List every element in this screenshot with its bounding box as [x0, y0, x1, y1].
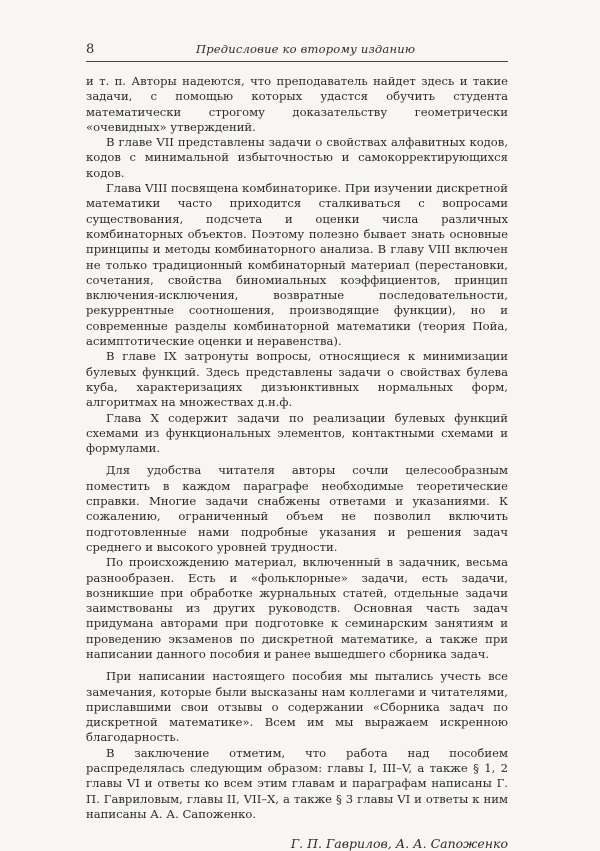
running-title: Предисловие ко второму изданию — [196, 42, 416, 56]
authors-signature: Г. П. Гаврилов, А. А. Сапоженко — [290, 836, 508, 851]
paragraph: В заключение отметим, что работа над пособием распределялась следующим образом: главы I, III–V, а также § 1, 2 главы VI и ответы ко всем этим главам и параграфам написаны Г. П. Гавриловым, главы II, VII–X, а также § 3 главы VI и ответы к ним написаны А. А. Сапоженко. — [86, 745, 508, 821]
paragraph: В главе IX затронуты вопросы, относящиеся к минимизации булевых функций. Здесь представлены задачи о свойствах булева куба, характеризациях дизъюнктивных нормальных форм, алгоритмах на множествах д.н.ф. — [86, 349, 508, 410]
paragraph: По происхождению материал, включенный в задачник, весьма разнообразен. Есть и «фольклорные» задачи, есть задачи, возникшие при обработке журнальных статей, отдельные задачи заимствованы из других руководств. Основная часть задач придумана авторами при подготовке к семинарским занятиям и проведению экзаменов по дискретной математике, а также при написании данного пособия и ранее вышедшего сборника задач. — [86, 555, 508, 661]
page-number: 8 — [86, 42, 95, 57]
page-body — [86, 74, 508, 822]
paragraph: В главе VII представлены задачи о свойствах алфавитных кодов, кодов с минимальной избыточностью и самокорректирующихся кодов. — [86, 135, 508, 180]
page-header — [86, 42, 508, 62]
paragraph: Глава X содержит задачи по реализации булевых функций схемами из функциональных элементов, контактными схемами и формулами. — [86, 410, 508, 456]
paragraph: и т. п. Авторы надеются, что преподаватель найдет здесь и такие задачи, с помощью которых удастся обучить студента математически строгому доказательству геометрически «очевидных» утверждений. — [86, 74, 508, 134]
paragraph: Глава VIII посвящена комбинаторике. При изучении дискретной математики часто приходится сталкиваться с вопросами существования, подсчета и оценки числа различных комбинаторных объектов. Поэтому полезно бывает знать основные принципы и методы комбинаторного анализа. В главу VIII включен не только традиционный комбинаторный материал (перестановки, сочетания, свойства биномиальных коэффициентов, принцип включения-исключения, возвратные последовательности, рекуррентные соотношения, производящие функции), но и современные разделы комбинаторной математики (теория Пойа, асимптотические оценки и неравенства). — [86, 181, 508, 349]
paragraph: Для удобства читателя авторы сочли целесообразным поместить в каждом параграфе необходимые теоретические справки. Многие задачи снабжены ответами и указаниями. К сожалению, ограниченный объем не позволил включить подготовленные нами подробные указания и решения задач среднего и высокого уровней трудности. — [86, 463, 508, 554]
paragraph: При написании настоящего пособия мы пытались учесть все замечания, которые были высказаны нам коллегами и читателями, приславшими свои отзывы о содержании «Сборника задач по дискретной математике». Всем им мы выражаем искренною благодарность. — [86, 669, 508, 745]
